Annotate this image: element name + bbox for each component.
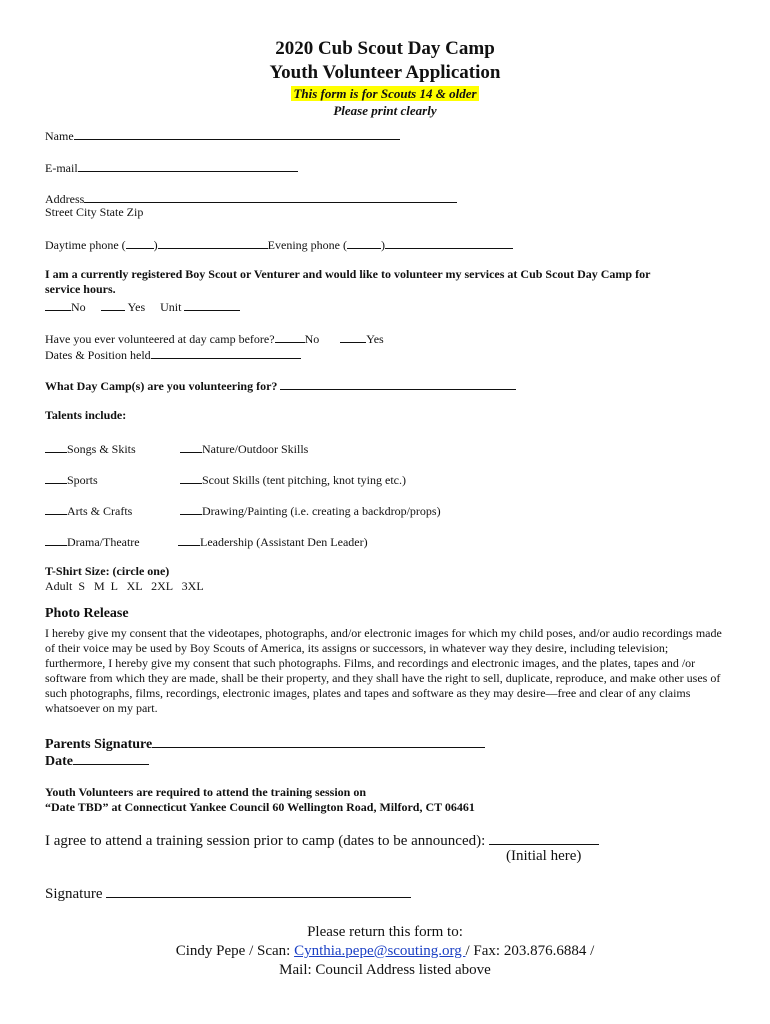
age-notice-text: This form is for Scouts 14 & older — [293, 86, 477, 101]
talent-label: Nature/Outdoor Skills — [202, 442, 309, 456]
contact-email-link[interactable]: Cynthia.pepe@scouting.org — [294, 943, 466, 959]
talent-blank[interactable] — [180, 440, 202, 453]
registered-options — [45, 298, 240, 315]
evening-phone-blank[interactable] — [385, 236, 513, 249]
dates-position-label: Dates & Position held — [45, 348, 151, 362]
unit-blank[interactable] — [184, 298, 240, 311]
talent-leadership[interactable] — [178, 533, 368, 550]
name-field[interactable] — [45, 127, 400, 144]
volunteered-no-label: No — [304, 332, 320, 346]
tshirt-heading: T-Shirt Size: (circle one) — [45, 564, 170, 578]
talent-nature-outdoor[interactable] — [180, 440, 308, 457]
parents-signature-blank[interactable] — [152, 734, 485, 748]
evening-phone-label: Evening phone ( — [267, 238, 347, 252]
evening-area-code-blank[interactable] — [347, 236, 381, 249]
return-instruction: Please return this form to: — [307, 924, 463, 940]
registered-yes-label: Yes — [127, 300, 146, 314]
training-agree-field[interactable] — [45, 830, 599, 850]
volunteered-yes-blank[interactable] — [340, 330, 366, 343]
talent-scout-skills[interactable] — [180, 471, 406, 488]
talent-drawing-painting[interactable] — [180, 502, 441, 519]
day-camp-question: What Day Camp(s) are you volunteering for? — [45, 379, 278, 393]
print-instruction: Please print clearly — [333, 103, 437, 118]
phone-row: Daytime phone ( ) Evening phone ( ) — [45, 236, 513, 253]
parents-signature-label: Parents Signature — [45, 737, 153, 752]
training-notice-line1: Youth Volunteers are required to attend the training session on — [45, 785, 367, 799]
registered-no-label: No — [71, 300, 86, 314]
volunteered-no-blank[interactable] — [275, 330, 305, 343]
initial-here-label: (Initial here) — [506, 848, 582, 864]
registered-statement: I am a currently registered Boy Scout or Venturer and would like to volunteer my services at Cub Scout Day Camp for — [45, 267, 651, 281]
tshirt-sizes[interactable]: Adult S M L XL 2XL 3XL — [45, 579, 204, 593]
signature-blank[interactable] — [106, 883, 411, 898]
address-subtext: Street City State Zip — [45, 205, 144, 219]
talent-label: Scout Skills (tent pitching, knot tying etc.) — [202, 473, 406, 487]
name-blank[interactable] — [74, 127, 400, 140]
volunteered-question: Have you ever volunteered at day camp before? — [45, 332, 275, 346]
dates-position-field[interactable] — [45, 346, 301, 363]
talent-label: Arts & Crafts — [67, 504, 133, 518]
address-label: Address — [45, 192, 85, 206]
talent-blank[interactable] — [180, 471, 202, 484]
talent-label: Leadership (Assistant Den Leader) — [200, 535, 368, 549]
day-camp-blank[interactable] — [280, 377, 516, 390]
talent-blank[interactable] — [45, 440, 67, 453]
talent-blank[interactable] — [45, 533, 67, 546]
parents-date-label: Date — [45, 754, 73, 769]
form-title: 2020 Cub Scout Day Camp — [275, 38, 495, 59]
unit-label: Unit — [160, 300, 182, 314]
day-camp-question-row — [45, 377, 516, 394]
volunteered-question-row — [45, 330, 384, 347]
talent-drama-theatre[interactable] — [45, 533, 140, 550]
training-agree-label: I agree to attend a training session prior to camp (dates to be announced): — [45, 833, 486, 849]
email-blank[interactable] — [78, 159, 298, 172]
address-blank[interactable] — [84, 190, 457, 203]
signature-field[interactable] — [45, 883, 411, 903]
talent-sports[interactable] — [45, 471, 98, 488]
parents-date-field[interactable] — [45, 751, 149, 770]
signature-label: Signature — [45, 886, 103, 902]
talent-songs-skits[interactable] — [45, 440, 136, 457]
form-subtitle: Youth Volunteer Application — [269, 62, 501, 83]
talent-blank[interactable] — [178, 533, 200, 546]
dates-position-blank[interactable] — [151, 346, 301, 359]
email-label: E-mail — [45, 161, 78, 175]
contact-line — [0, 943, 770, 960]
contact-prefix: Cindy Pepe / Scan: — [175, 943, 295, 959]
email-field[interactable] — [45, 159, 298, 176]
name-label: Name — [45, 129, 74, 143]
talent-blank[interactable] — [45, 471, 67, 484]
talent-blank[interactable] — [180, 502, 202, 515]
training-notice-line2: “Date TBD” at Connecticut Yankee Council 60 Wellington Road, Milford, CT 06461 — [45, 800, 475, 814]
registered-statement-cont: service hours. — [45, 282, 116, 296]
talent-label: Drawing/Painting (i.e. creating a backdrop/props) — [202, 504, 441, 518]
age-notice — [0, 86, 770, 102]
volunteered-yes-label: Yes — [366, 332, 384, 346]
talent-arts-crafts[interactable] — [45, 502, 132, 519]
daytime-phone-label: Daytime phone ( — [45, 238, 126, 252]
talent-label: Sports — [67, 473, 98, 487]
training-initial-blank[interactable] — [489, 830, 599, 845]
talent-blank[interactable] — [45, 502, 67, 515]
registered-yes-blank[interactable] — [101, 298, 125, 311]
talent-label: Drama/Theatre — [67, 535, 140, 549]
registered-no-blank[interactable] — [45, 298, 71, 311]
daytime-area-code-blank[interactable] — [126, 236, 154, 249]
contact-fax: / Fax: 203.876.6884 / — [465, 943, 595, 959]
talents-heading: Talents include: — [45, 408, 127, 422]
daytime-phone-blank[interactable] — [158, 236, 268, 249]
mail-instruction: Mail: Council Address listed above — [279, 962, 491, 978]
photo-release-heading: Photo Release — [45, 606, 129, 621]
photo-release-text: I hereby give my consent that the videotapes, photographs, and/or electronic images for which my child poses, and/or audio recordings made of their voice may be used by Boy Scouts of America, its assigns or successors, in whatever way they desire, including television; furthermore, I hereby give my consent that such photographs. Films, and recordings and electronic images, and the plates, tapes and /or software from which they are made, shall be their property, and they shall have the right to sell, duplicate, reproduce, and make other uses of such photographs, films, recordings, electronic images, plates and tapes and software as they may desire—free and clear of any claims whatsoever on my part. — [45, 626, 722, 715]
parents-date-blank[interactable] — [73, 751, 149, 765]
talent-label: Songs & Skits — [67, 442, 136, 456]
